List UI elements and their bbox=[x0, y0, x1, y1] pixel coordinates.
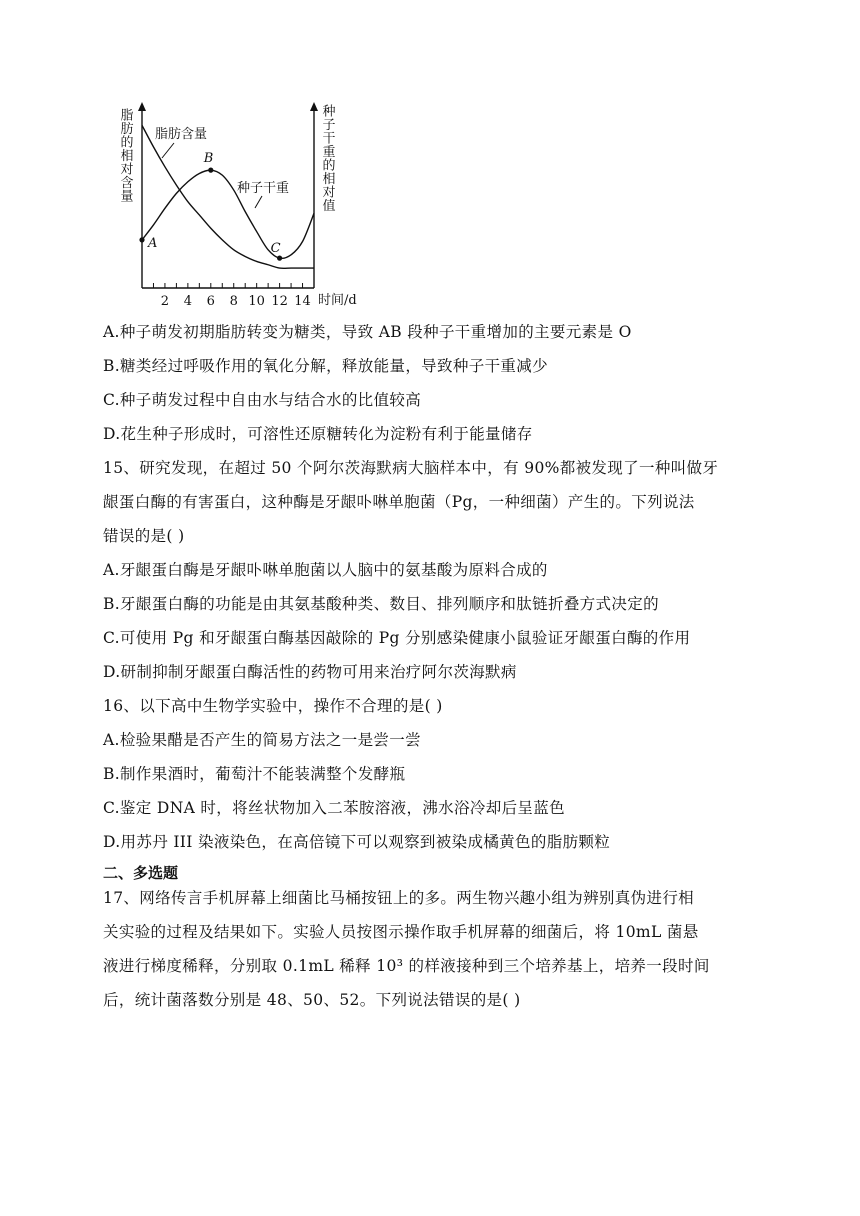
dryweight-series-label: 种子干重 bbox=[237, 181, 290, 196]
q17-stem-line1: 17、网络传言手机屏幕上细菌比马桶按钮上的多。两生物兴趣小组为辨别真伪进行相 bbox=[103, 889, 695, 907]
q15-option-a: A.牙龈蛋白酶是牙龈卟啉单胞菌以人脑中的氨基酸为原料合成的 bbox=[103, 561, 548, 579]
q14-option-d: D.花生种子形成时，可溶性还原糖转化为淀粉有利于能量储存 bbox=[103, 425, 533, 443]
q17-stem-line3: 液进行梯度稀释，分别取 0.1mL 稀释 10³ 的样液接种到三个培养基上，培养一段时间 bbox=[103, 957, 710, 975]
q14-option-b: B.糖类经过呼吸作用的氧化分解，释放能量，导致种子干重减少 bbox=[103, 357, 548, 375]
x-tick-labels bbox=[161, 294, 311, 309]
q16-option-a: A.检验果醋是否产生的简易方法之一是尝一尝 bbox=[103, 731, 421, 749]
x-axis-label: 时间/d bbox=[318, 293, 357, 308]
q16-stem: 16、以下高中生物学实验中，操作不合理的是( ) bbox=[103, 697, 443, 715]
seed-germination-chart bbox=[112, 100, 357, 312]
q17-stem-line4: 后，统计菌落数分别是 48、50、52。下列说法错误的是( ) bbox=[103, 991, 521, 1009]
right-y-axis-arrow bbox=[310, 102, 318, 111]
point-b-marker bbox=[208, 168, 213, 173]
q15-option-b: B.牙龈蛋白酶的功能是由其氨基酸种类、数目、排列顺序和肽链折叠方式决定的 bbox=[103, 595, 659, 613]
point-a-label: A bbox=[148, 235, 158, 251]
q16-option-d: D.用苏丹 III 染液染色，在高倍镜下可以观察到被染成橘黄色的脂肪颗粒 bbox=[103, 833, 611, 851]
q14-option-c: C.种子萌发过程中自由水与结合水的比值较高 bbox=[103, 391, 422, 409]
x-tick-label: 6 bbox=[206, 294, 215, 309]
x-tick-label: 12 bbox=[271, 294, 288, 309]
x-tick-label: 8 bbox=[229, 294, 238, 309]
right-y-axis-label: 种子干重的相对值 bbox=[319, 104, 335, 212]
x-tick-label: 10 bbox=[248, 294, 265, 309]
x-tick-label: 4 bbox=[183, 294, 193, 309]
q15-option-d: D.研制抑制牙龈蛋白酶活性的药物可用来治疗阿尔茨海默病 bbox=[103, 663, 517, 681]
fat-series-label: 脂肪含量 bbox=[155, 127, 208, 142]
fat-content-line bbox=[142, 125, 314, 268]
left-y-axis-label: 脂肪的相对含量 bbox=[117, 108, 133, 203]
q15-stem-line2: 龈蛋白酶的有害蛋白，这种酶是牙龈卟啉单胞菌（Pg，一种细菌）产生的。下列说法 bbox=[103, 493, 695, 511]
x-tick-label: 14 bbox=[294, 294, 311, 309]
q15-stem-line3: 错误的是( ) bbox=[103, 527, 185, 545]
point-c-label: C bbox=[270, 241, 281, 257]
series-layer bbox=[139, 125, 314, 268]
q17-stem-line2: 关实验的过程及结果如下。实验人员按图示操作取手机屏幕的细菌后，将 10mL 菌悬 bbox=[103, 923, 699, 941]
point-a-marker bbox=[139, 237, 144, 242]
section-title-multiple-choice: 二、多选题 bbox=[103, 864, 179, 882]
q16-option-b: B.制作果酒时，葡萄汁不能装满整个发酵瓶 bbox=[103, 765, 406, 783]
x-axis-minor-ticks bbox=[153, 283, 302, 288]
left-y-axis-arrow bbox=[138, 102, 146, 111]
fat-label-leader bbox=[162, 143, 174, 158]
x-tick-label: 2 bbox=[160, 294, 170, 309]
point-b-label: B bbox=[203, 151, 214, 167]
q15-option-c: C.可使用 Pg 和牙龈蛋白酶基因敲除的 Pg 分别感染健康小鼠验证牙龈蛋白酶的作用 bbox=[103, 629, 691, 647]
q14-option-a: A.种子萌发初期脂肪转变为糖类，导致 AB 段种子干重增加的主要元素是 O bbox=[103, 323, 632, 341]
dryweight-label-leader bbox=[255, 196, 262, 208]
point-c-marker bbox=[277, 256, 282, 261]
q16-option-c: C.鉴定 DNA 时，将丝状物加入二苯胺溶液，沸水浴冷却后呈蓝色 bbox=[103, 799, 565, 817]
q15-stem-line1: 15、研究发现，在超过 50 个阿尔茨海默病大脑样本中，有 90%都被发现了一种叫做牙 bbox=[103, 459, 719, 477]
